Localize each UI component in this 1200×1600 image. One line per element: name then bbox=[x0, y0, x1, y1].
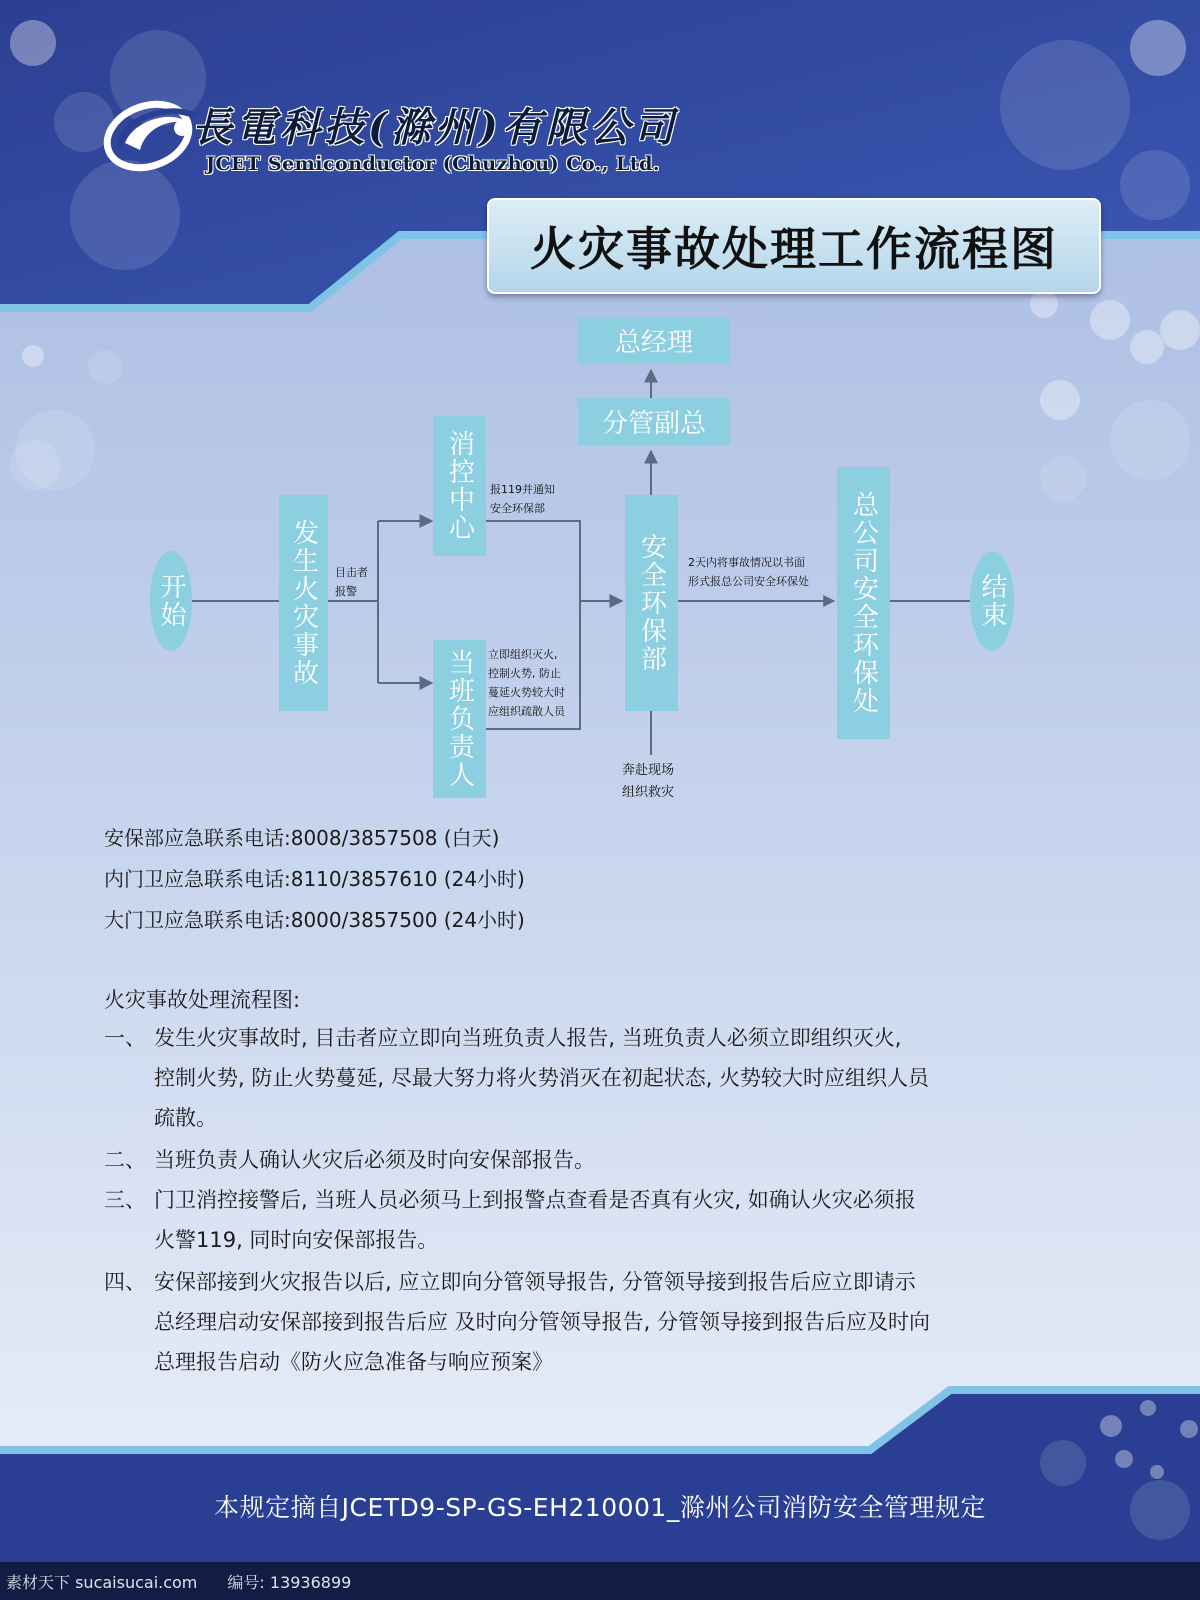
bubble bbox=[15, 410, 95, 490]
note-line: 安全环保部 bbox=[490, 502, 545, 515]
node-fire-incident bbox=[279, 495, 328, 711]
bubble bbox=[88, 350, 122, 384]
watermark-bar bbox=[0, 1562, 1200, 1600]
contact-security: 安保部应急联系电话:8008/3857508 (白天) bbox=[104, 826, 500, 850]
company-name-en: JCET Semiconductor (Chuzhou) Co., Ltd. bbox=[206, 153, 661, 175]
procedure-step-1 bbox=[104, 1018, 1104, 1138]
note-call-119 bbox=[490, 480, 555, 518]
footer-source-note: 本规定摘自JCETD9-SP-GS-EH210001_滁州公司消防安全管理规定 bbox=[214, 1493, 986, 1522]
step-line: 安保部接到火灾报告以后, 应立即向分管领导报告, 分管领导接到报告后应立即请示 bbox=[154, 1270, 916, 1294]
node-fire-incident-label: 发生火灾事故 bbox=[288, 519, 319, 687]
note-line: 2天内将事故情况以书面 bbox=[688, 556, 805, 569]
bubble bbox=[1130, 330, 1164, 364]
note-line: 组织救灾 bbox=[622, 785, 675, 800]
bubble bbox=[1130, 20, 1186, 76]
bubble bbox=[1150, 1465, 1164, 1479]
node-hq-safety-label: 总公司安全环保处 bbox=[848, 491, 879, 715]
bubble bbox=[1040, 380, 1080, 420]
step-line: 火警119, 同时向安保部报告。 bbox=[154, 1228, 439, 1252]
step-label: 三、 bbox=[104, 1188, 146, 1212]
company-name-cn: 長電科技(滁州)有限公司 bbox=[192, 104, 678, 151]
watermark-id: 编号: 13936899 bbox=[227, 1572, 352, 1592]
node-control-center bbox=[433, 416, 486, 556]
bubble bbox=[1000, 40, 1130, 170]
step-line: 门卫消控接警后, 当班人员必须马上到报警点查看是否真有火灾, 如确认火灾必须报 bbox=[154, 1188, 916, 1212]
bubble bbox=[1040, 1440, 1086, 1486]
note-line: 控制火势, 防止 bbox=[488, 667, 561, 680]
bubble bbox=[1180, 1420, 1198, 1438]
node-general-manager bbox=[578, 317, 730, 364]
bubble bbox=[1140, 1400, 1156, 1416]
procedure-title: 火灾事故处理流程图: bbox=[104, 988, 301, 1012]
node-duty-person bbox=[433, 640, 486, 798]
bubble bbox=[1030, 290, 1058, 318]
bubble bbox=[1090, 300, 1130, 340]
node-end-label: 结束 bbox=[977, 573, 1007, 629]
node-duty-person-label: 当班负责人 bbox=[444, 649, 475, 789]
note-line: 报119并通知 bbox=[490, 483, 555, 496]
note-line: 应组织疏散人员 bbox=[488, 705, 565, 718]
node-end bbox=[970, 551, 1014, 651]
step-line: 发生火灾事故时, 目击者应立即向当班负责人报告, 当班负责人必须立即组织灭火, bbox=[154, 1026, 902, 1050]
node-control-center-label: 消控中心 bbox=[444, 430, 475, 542]
note-rescue bbox=[622, 760, 674, 804]
contact-inner-gate: 内门卫应急联系电话:8110/3857610 (24小时) bbox=[104, 867, 525, 891]
step-line: 总经理启动安保部接到报告后应 及时向分管领导报告, 分管领导接到报告后应及时向 bbox=[154, 1310, 931, 1334]
node-safety-dept-label: 安全环保部 bbox=[636, 533, 667, 673]
watermark-site: 素材天下 sucaisucai.com bbox=[6, 1572, 198, 1592]
page-title: 火灾事故处理工作流程图 bbox=[487, 198, 1101, 294]
step-label: 一、 bbox=[104, 1026, 146, 1050]
step-line: 总理报告启动《防火应急准备与响应预案》 bbox=[154, 1350, 553, 1374]
node-deputy-gm-label: 分管副总 bbox=[601, 409, 706, 439]
note-line: 目击者 bbox=[335, 566, 368, 579]
bubble bbox=[1120, 150, 1190, 220]
node-start bbox=[150, 551, 192, 651]
bubble bbox=[22, 345, 44, 367]
bubble bbox=[1100, 1415, 1122, 1437]
node-hq-safety bbox=[837, 467, 890, 739]
bubble bbox=[1160, 310, 1200, 350]
node-start-label: 开始 bbox=[156, 573, 186, 629]
procedure-step-3 bbox=[104, 1180, 1104, 1260]
step-line: 控制火势, 防止火势蔓延, 尽最大努力将火势消灭在初起状态, 火势较大时应组织人员 bbox=[154, 1066, 930, 1090]
bubble bbox=[1115, 1450, 1133, 1468]
bubble bbox=[1040, 455, 1086, 501]
procedure-step-2 bbox=[104, 1140, 1104, 1180]
step-label: 二、 bbox=[104, 1148, 146, 1172]
contact-main-gate: 大门卫应急联系电话:8000/3857500 (24小时) bbox=[104, 908, 525, 932]
note-line: 奔赴现场 bbox=[622, 763, 675, 778]
note-duty-action bbox=[488, 645, 565, 721]
note-line: 蔓延火势较大时 bbox=[488, 686, 565, 699]
note-written-report bbox=[688, 553, 809, 591]
step-label: 四、 bbox=[104, 1270, 146, 1294]
note-line: 立即组织灭火, bbox=[488, 648, 558, 661]
step-line: 疏散。 bbox=[154, 1106, 217, 1130]
bubble bbox=[10, 20, 56, 66]
note-witness-report bbox=[335, 563, 368, 601]
note-line: 形式报总公司安全环保处 bbox=[688, 575, 809, 588]
bubble bbox=[1110, 400, 1190, 480]
procedure-step-4 bbox=[104, 1262, 1104, 1382]
node-deputy-gm bbox=[578, 398, 730, 445]
step-line: 当班负责人确认火灾后必须及时向安保部报告。 bbox=[154, 1148, 595, 1172]
node-general-manager-label: 总经理 bbox=[614, 328, 693, 358]
node-safety-dept bbox=[625, 495, 678, 711]
note-line: 报警 bbox=[335, 585, 357, 598]
